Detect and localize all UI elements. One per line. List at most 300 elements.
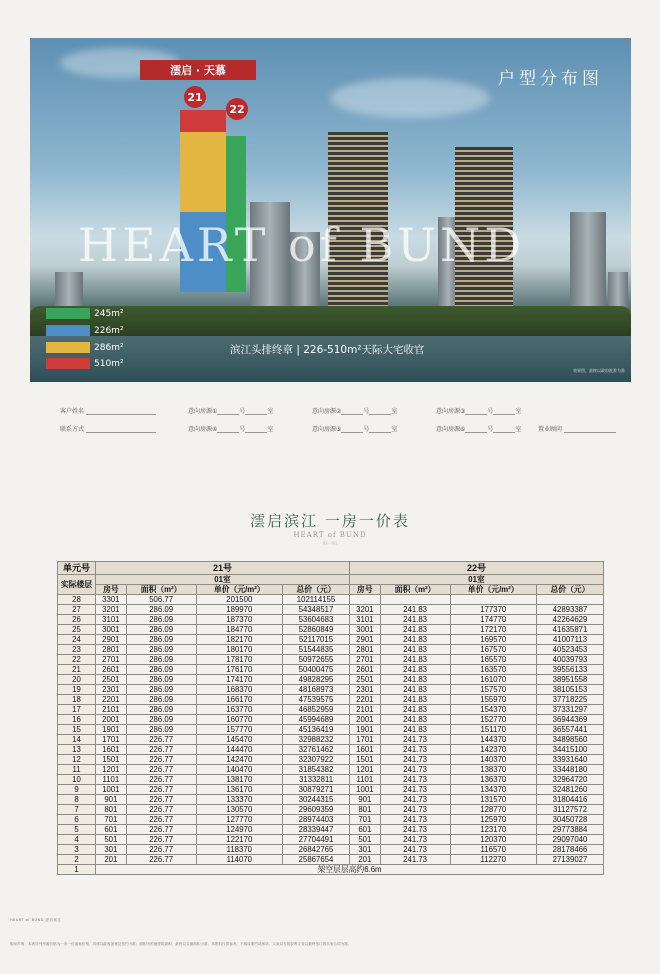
table-cell: 241.73 — [380, 815, 450, 825]
legend-swatch — [46, 308, 90, 319]
table-cell: 601 — [96, 825, 127, 835]
table-cell: 286.09 — [126, 635, 196, 645]
table-row — [58, 685, 604, 695]
table-cell: 201 — [96, 855, 127, 865]
table-cell: 163770 — [196, 705, 283, 715]
table-cell: 241.73 — [380, 755, 450, 765]
table-cell: 241.83 — [380, 675, 450, 685]
table-header-row — [58, 562, 604, 575]
table-cell: 52117015 — [283, 635, 350, 645]
field-suffix: 室 — [267, 408, 274, 415]
table-cell: 177370 — [450, 605, 537, 615]
floor-cell: 16 — [58, 715, 96, 725]
table-cell: 601 — [349, 825, 380, 835]
building — [570, 212, 606, 312]
table-cell: 31804416 — [537, 795, 604, 805]
table-cell: 26842765 — [283, 845, 350, 855]
intent-unit-1-field[interactable] — [188, 406, 273, 415]
field-suffix: 号 — [487, 426, 494, 433]
floor-cell: 17 — [58, 705, 96, 715]
table-cell: 286.09 — [126, 695, 196, 705]
table-row — [58, 795, 604, 805]
table-cell: 241.83 — [380, 705, 450, 715]
intent-unit-4-field[interactable] — [188, 424, 273, 433]
table-cell: 1901 — [96, 725, 127, 735]
table-cell: 47539575 — [283, 695, 350, 705]
price-table — [57, 561, 604, 875]
table-cell: 120370 — [450, 835, 537, 845]
table-cell: 152770 — [450, 715, 537, 725]
table-row — [58, 625, 604, 635]
field-suffix: 号 — [239, 426, 246, 433]
table-cell: 142470 — [196, 755, 283, 765]
floor-cell: 27 — [58, 605, 96, 615]
table-cell: 54348517 — [283, 605, 350, 615]
table-cell: 1601 — [96, 745, 127, 755]
table-row — [58, 815, 604, 825]
table-cell: 112270 — [450, 855, 537, 865]
table-cell: 172170 — [450, 625, 537, 635]
floor-cell: 20 — [58, 675, 96, 685]
field-label: 置业顾问 — [538, 426, 563, 433]
room-22-header: 01室 — [349, 575, 603, 585]
table-cell: 30244315 — [283, 795, 350, 805]
table-cell: 241.73 — [380, 785, 450, 795]
table-cell: 27139027 — [537, 855, 604, 865]
table-cell: 138370 — [450, 765, 537, 775]
field-suffix: 室 — [391, 426, 398, 433]
table-cell: 2301 — [349, 685, 380, 695]
table-cell: 226.77 — [126, 755, 196, 765]
hero-slogan: 滨江头排终章 | 226-510m²天际大宅收官 — [230, 344, 425, 356]
table-cell: 33448180 — [537, 765, 604, 775]
table-cell: 226.77 — [126, 735, 196, 745]
floor-cell: 25 — [58, 625, 96, 635]
table-cell: 30450728 — [537, 815, 604, 825]
table-cell: 241.73 — [380, 745, 450, 755]
watermark-text: HEART of BUND — [78, 218, 526, 272]
table-row — [58, 725, 604, 735]
field-line — [245, 408, 267, 415]
table-cell: 286.09 — [126, 645, 196, 655]
table-cell: 226.77 — [126, 785, 196, 795]
floor-cell: 13 — [58, 745, 96, 755]
table-cell: 2001 — [96, 715, 127, 725]
floor-cell: 8 — [58, 795, 96, 805]
table-cell: 25867654 — [283, 855, 350, 865]
table-cell: 37718225 — [537, 695, 604, 705]
table-row — [58, 605, 604, 615]
table-cell: 136170 — [196, 785, 283, 795]
table-cell: 157770 — [196, 725, 283, 735]
legend-item-510 — [46, 358, 124, 369]
table-cell: 1001 — [96, 785, 127, 795]
table-cell: 286.09 — [126, 605, 196, 615]
table-cell: 116570 — [450, 845, 537, 855]
table-cell: 2601 — [349, 665, 380, 675]
table-cell: 241.73 — [380, 805, 450, 815]
table-cell: 241.83 — [380, 615, 450, 625]
table-cell: 32481260 — [537, 785, 604, 795]
table-cell: 32307922 — [283, 755, 350, 765]
table-header-row — [58, 585, 604, 595]
contact-field[interactable] — [60, 424, 156, 433]
footer-disclaimer: 购房声明：本表所列房源价格为一房一价备案价格，具体以政府备案及签约为准；面积为预测建筑面积，最终以实测面积为准；本资料仅供参考，不构成要约或承诺，买卖双方的权利义务以最终签订的买卖合同为准。 — [10, 942, 352, 946]
table-cell: 3001 — [96, 625, 127, 635]
table-cell: 27704491 — [283, 835, 350, 845]
table-cell: 118370 — [196, 845, 283, 855]
table-cell: 241.83 — [380, 695, 450, 705]
table-cell: 241.83 — [380, 685, 450, 695]
table-cell: 286.09 — [126, 675, 196, 685]
table-cell: 2001 — [349, 715, 380, 725]
table-cell: 1601 — [349, 745, 380, 755]
col-header: 面积（m²） — [126, 585, 196, 595]
table-cell: 29773884 — [537, 825, 604, 835]
floor-cell: 26 — [58, 615, 96, 625]
col-header: 单价（元/m²） — [450, 585, 537, 595]
table-row — [58, 845, 604, 855]
legend-swatch — [46, 342, 90, 353]
table-cell: 45136419 — [283, 725, 350, 735]
table-cell: 2801 — [96, 645, 127, 655]
table-cell: 3101 — [96, 615, 127, 625]
table-cell: 286.09 — [126, 685, 196, 695]
price-table-title: 澐启滨江 一房一价表 — [250, 512, 410, 530]
table-row — [58, 755, 604, 765]
table-cell: 33931640 — [537, 755, 604, 765]
table-cell: 241.73 — [380, 775, 450, 785]
table-cell: 48168973 — [283, 685, 350, 695]
table-cell: 226.77 — [126, 775, 196, 785]
table-cell: 226.77 — [126, 855, 196, 865]
table-row — [58, 855, 604, 865]
col-header: 房号 — [96, 585, 127, 595]
table-cell: 3101 — [349, 615, 380, 625]
table-cell: 241.83 — [380, 655, 450, 665]
table-cell: 1701 — [96, 735, 127, 745]
table-cell: 131570 — [450, 795, 537, 805]
table-cell: 32761462 — [283, 745, 350, 755]
table-cell: 28974403 — [283, 815, 350, 825]
table-cell: 3001 — [349, 625, 380, 635]
floor-cell: 21 — [58, 665, 96, 675]
table-cell: 133370 — [196, 795, 283, 805]
table-cell: 40039793 — [537, 655, 604, 665]
field-suffix: 室 — [515, 408, 522, 415]
table-cell: 178170 — [196, 655, 283, 665]
intent-unit-2-field[interactable] — [312, 406, 397, 415]
table-cell: 2101 — [96, 705, 127, 715]
table-cell: 46852959 — [283, 705, 350, 715]
table-cell: 226.77 — [126, 825, 196, 835]
table-cell: 2601 — [96, 665, 127, 675]
table-cell: 49828295 — [283, 675, 350, 685]
table-cell: 241.73 — [380, 825, 450, 835]
table-cell: 2501 — [96, 675, 127, 685]
field-line — [493, 408, 515, 415]
table-cell: 226.77 — [126, 815, 196, 825]
table-row — [58, 695, 604, 705]
table-cell: 701 — [349, 815, 380, 825]
field-line — [341, 408, 363, 415]
table-cell: 286.09 — [126, 665, 196, 675]
table-cell: 128770 — [450, 805, 537, 815]
table-cell: 138170 — [196, 775, 283, 785]
form-row-2 — [60, 424, 620, 438]
table-cell: 182170 — [196, 635, 283, 645]
table-cell: 166170 — [196, 695, 283, 705]
field-suffix: 号 — [487, 408, 494, 415]
field-suffix: 号 — [239, 408, 246, 415]
table-cell: 144370 — [450, 735, 537, 745]
table-cell: 3201 — [349, 605, 380, 615]
field-suffix: 室 — [515, 426, 522, 433]
intent-unit-5-field[interactable] — [312, 424, 397, 433]
table-cell: 286.09 — [126, 625, 196, 635]
table-row — [58, 595, 604, 605]
col-header: 房号 — [349, 585, 380, 595]
table-cell: 241.83 — [380, 665, 450, 675]
intent-unit-3-field[interactable] — [436, 406, 521, 415]
table-cell: 127770 — [196, 815, 283, 825]
table-cell: 144470 — [196, 745, 283, 755]
table-cell: 1201 — [349, 765, 380, 775]
table-cell: 151170 — [450, 725, 537, 735]
table-cell: 1101 — [349, 775, 380, 785]
room-21-header: 01室 — [96, 575, 350, 585]
table-cell: 241.83 — [380, 715, 450, 725]
table-cell: 184770 — [196, 625, 283, 635]
table-cell: 38105153 — [537, 685, 604, 695]
field-line — [245, 426, 267, 433]
table-cell: 155970 — [450, 695, 537, 705]
table-cell: 241.73 — [380, 795, 450, 805]
table-cell: 2301 — [96, 685, 127, 695]
table-cell: 2201 — [96, 695, 127, 705]
table-header-row — [58, 575, 604, 585]
table-row — [58, 665, 604, 675]
table-row — [58, 745, 604, 755]
table-cell: 41007113 — [537, 635, 604, 645]
table-cell: 114070 — [196, 855, 283, 865]
legend-label: 286m² — [94, 342, 124, 353]
table-row — [58, 775, 604, 785]
floor-cell: 2 — [58, 855, 96, 865]
table-cell: 134370 — [450, 785, 537, 795]
table-row — [58, 835, 604, 845]
table-cell: 28339447 — [283, 825, 350, 835]
field-suffix: 室 — [391, 408, 398, 415]
field-suffix: 号 — [363, 426, 370, 433]
table-cell: 168370 — [196, 685, 283, 695]
form-row-1 — [60, 406, 620, 420]
table-cell: 45994689 — [283, 715, 350, 725]
table-cell: 169570 — [450, 635, 537, 645]
floor-cell: 7 — [58, 805, 96, 815]
floor-cell: 22 — [58, 655, 96, 665]
floor-cell: 23 — [58, 645, 96, 655]
field-label: 意向房源② — [312, 408, 342, 415]
table-cell: 286.09 — [126, 715, 196, 725]
table-cell: 28178466 — [537, 845, 604, 855]
table-cell: 29609359 — [283, 805, 350, 815]
table-cell — [380, 595, 450, 605]
table-cell: 34415100 — [537, 745, 604, 755]
field-suffix: 室 — [267, 426, 274, 433]
table-cell: 50972655 — [283, 655, 350, 665]
table-cell: 286.09 — [126, 615, 196, 625]
table-row — [58, 805, 604, 815]
table-row — [58, 675, 604, 685]
col-header: 总价（元） — [283, 585, 350, 595]
table-cell: 30879271 — [283, 785, 350, 795]
table-cell: 154370 — [450, 705, 537, 715]
table-row — [58, 765, 604, 775]
table-cell: 42893387 — [537, 605, 604, 615]
field-label: 意向房源④ — [188, 426, 218, 433]
table-cell: 301 — [349, 845, 380, 855]
consultant-field[interactable] — [538, 424, 616, 433]
col-header: 总价（元） — [537, 585, 604, 595]
table-cell: 40523453 — [537, 645, 604, 655]
table-cell: 130570 — [196, 805, 283, 815]
table-row — [58, 735, 604, 745]
table-cell: 241.73 — [380, 845, 450, 855]
table-cell: 187370 — [196, 615, 283, 625]
floor-cell: 4 — [58, 835, 96, 845]
field-line — [217, 408, 239, 415]
table-cell: 2201 — [349, 695, 380, 705]
field-line — [86, 408, 156, 415]
table-cell: 226.77 — [126, 835, 196, 845]
table-cell: 241.73 — [380, 835, 450, 845]
hero-title: 户型分布图 — [498, 69, 603, 89]
table-cell: 125970 — [450, 815, 537, 825]
table-cell: 1701 — [349, 735, 380, 745]
table-cell — [537, 595, 604, 605]
table-cell: 174170 — [196, 675, 283, 685]
table-row — [58, 825, 604, 835]
table-cell: 180170 — [196, 645, 283, 655]
floor-cell: 19 — [58, 685, 96, 695]
table-cell: 102114155 — [283, 595, 350, 605]
legend-item-286 — [46, 342, 124, 353]
floor-cell: 1 — [58, 865, 96, 875]
table-cell: 37331297 — [537, 705, 604, 715]
floor-cell: 12 — [58, 755, 96, 765]
table-cell: 32988232 — [283, 735, 350, 745]
hero-image — [30, 38, 631, 382]
field-label: 联系方式 — [60, 426, 85, 433]
table-cell: 136370 — [450, 775, 537, 785]
table-cell: 176170 — [196, 665, 283, 675]
project-brand-label: 澐启 · 天慕 — [140, 60, 256, 80]
table-cell: 2701 — [349, 655, 380, 665]
table-cell: 123170 — [450, 825, 537, 835]
intent-unit-6-field[interactable] — [436, 424, 521, 433]
field-line — [369, 408, 391, 415]
table-cell: 161070 — [450, 675, 537, 685]
table-row — [58, 705, 604, 715]
table-cell: 29097040 — [537, 835, 604, 845]
cloud — [330, 78, 490, 118]
table-cell: 901 — [96, 795, 127, 805]
legend-label: 245m² — [94, 308, 124, 319]
footer — [10, 917, 650, 947]
floor-cell: 28 — [58, 595, 96, 605]
table-body — [58, 595, 604, 875]
table-cell: 51544835 — [283, 645, 350, 655]
table-cell: 38951558 — [537, 675, 604, 685]
table-cell: 140470 — [196, 765, 283, 775]
table-cell: 226.77 — [126, 795, 196, 805]
table-cell: 3201 — [96, 605, 127, 615]
table-cell: 31854382 — [283, 765, 350, 775]
table-logo-sub: 澐启 · 滨江 — [322, 541, 338, 545]
table-cell: 2501 — [349, 675, 380, 685]
building-22-header: 22号 — [349, 562, 603, 575]
table-cell: 142370 — [450, 745, 537, 755]
table-cell: 286.09 — [126, 725, 196, 735]
table-cell: 241.83 — [380, 625, 450, 635]
legend-swatch — [46, 358, 90, 369]
tower-segment-286 — [180, 132, 226, 212]
floor-header: 实际楼层 — [58, 575, 96, 595]
table-cell: 226.77 — [126, 805, 196, 815]
table-cell: 286.09 — [126, 705, 196, 715]
field-line — [217, 426, 239, 433]
table-cell: 157570 — [450, 685, 537, 695]
table-cell: 1501 — [96, 755, 127, 765]
floor-cell: 6 — [58, 815, 96, 825]
tower-21-badge: 21 — [184, 86, 206, 108]
col-header: 单价（元/m²） — [196, 585, 283, 595]
table-row — [58, 655, 604, 665]
legend-label: 226m² — [94, 325, 124, 336]
table-cell: 52860849 — [283, 625, 350, 635]
table-cell: 2901 — [96, 635, 127, 645]
customer-form — [60, 406, 620, 442]
legend-label: 510m² — [94, 358, 124, 369]
table-cell: 42264629 — [537, 615, 604, 625]
table-row — [58, 645, 604, 655]
table-cell: 241.83 — [380, 725, 450, 735]
ground-floor-note: 架空层层高约6.6m — [96, 865, 604, 875]
field-line — [465, 426, 487, 433]
floor-cell: 9 — [58, 785, 96, 795]
table-cell: 189970 — [196, 605, 283, 615]
table-cell: 2901 — [349, 635, 380, 645]
table-cell: 241.83 — [380, 635, 450, 645]
field-label: 意向房源⑥ — [436, 426, 466, 433]
field-label: 意向房源① — [188, 408, 218, 415]
floor-cell: 24 — [58, 635, 96, 645]
table-cell: 53604683 — [283, 615, 350, 625]
table-cell: 241.73 — [380, 855, 450, 865]
field-line — [341, 426, 363, 433]
table-cell: 701 — [96, 815, 127, 825]
table-cell: 31332811 — [283, 775, 350, 785]
field-line — [86, 426, 156, 433]
table-cell: 36557441 — [537, 725, 604, 735]
floor-cell: 3 — [58, 845, 96, 855]
table-cell: 160770 — [196, 715, 283, 725]
table-cell — [349, 595, 380, 605]
hero-disclaimer: 效果图，最终以政府批准为准 — [573, 368, 625, 373]
legend-item-245 — [46, 308, 124, 319]
customer-name-field[interactable] — [60, 406, 156, 415]
